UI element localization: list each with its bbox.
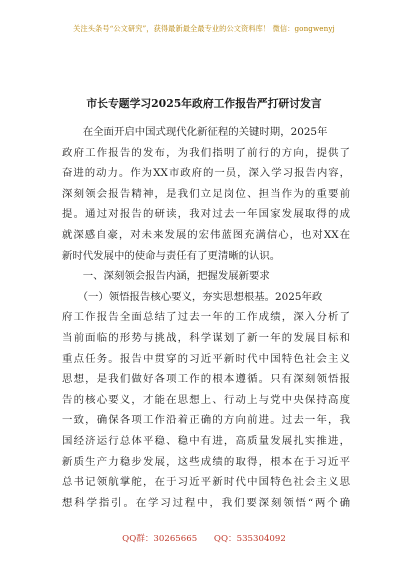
body-line: （一）领悟报告核心要义，夯实思想根基。2025年政 — [62, 290, 323, 303]
body-line: 在全面开启中国式现代化新征程的关键时期，2025年 — [62, 126, 328, 138]
body-line: 一致，确保各项工作沿着正确的方向前进。过去一年，我 — [62, 414, 350, 427]
body-line: 府工作报告全面总结了过去一年的工作成绩，深入分析了 — [62, 311, 350, 324]
footer-qq-group: QQ群：30265665 — [122, 534, 198, 544]
body-line: 就深感自豪，对未来发展的宏伟蓝图充满信心，也对XX在 — [62, 228, 350, 241]
body-line: 国经济运行总体平稳、稳中有进，高质量发展扎实推进， — [62, 434, 350, 447]
body-line: 政府工作报告的发布，为我们指明了前行的方向，提供了 — [62, 146, 350, 159]
body-line: 深刻领会报告精神，是我们立足岗位、担当作为的重要前 — [62, 187, 350, 200]
body-line: 重点任务。报告中贯穿的习近平新时代中国特色社会主义 — [62, 352, 350, 365]
body-line: 总书记领航掌舵，在于习近平新时代中国特色社会主义思 — [62, 476, 350, 489]
body-line: 告的核心要义，才能在思想上、行动上与党中央保持高度 — [62, 393, 350, 406]
section-heading: 一、深刻领会报告内涵，把握发展新要求 — [62, 270, 270, 283]
body-line: 当前面临的形势与挑战，科学谋划了新一年的发展目标和 — [62, 331, 350, 344]
header-note: 关注头条号“公文研究”，获得最新最全最专业的公文资料库！ 微信：gongwenyj — [73, 24, 335, 33]
document-title: 市长专题学习2025年政府工作报告严打研讨发言 — [86, 97, 322, 110]
body-line: 提。通过对报告的研读，我对过去一年国家发展取得的成 — [62, 208, 350, 221]
footer-contact — [0, 532, 408, 544]
body-line: 奋进的动力。作为XX市政府的一员，深入学习报告内容， — [62, 167, 350, 180]
body-line: 思想，是我们做好各项工作的根本遵循。只有深刻领悟报 — [62, 373, 350, 386]
body-line: 想科学指引。在学习过程中，我们要深刻领悟“两个确 — [62, 496, 350, 509]
footer-qq: QQ：535304092 — [213, 534, 286, 544]
document-body — [62, 122, 350, 513]
body-line: 新质生产力稳步发展，这些成绩的取得，根本在于习近平 — [62, 455, 350, 468]
body-line: 新时代发展中的使命与责任有了更清晰的认识。 — [62, 249, 281, 262]
